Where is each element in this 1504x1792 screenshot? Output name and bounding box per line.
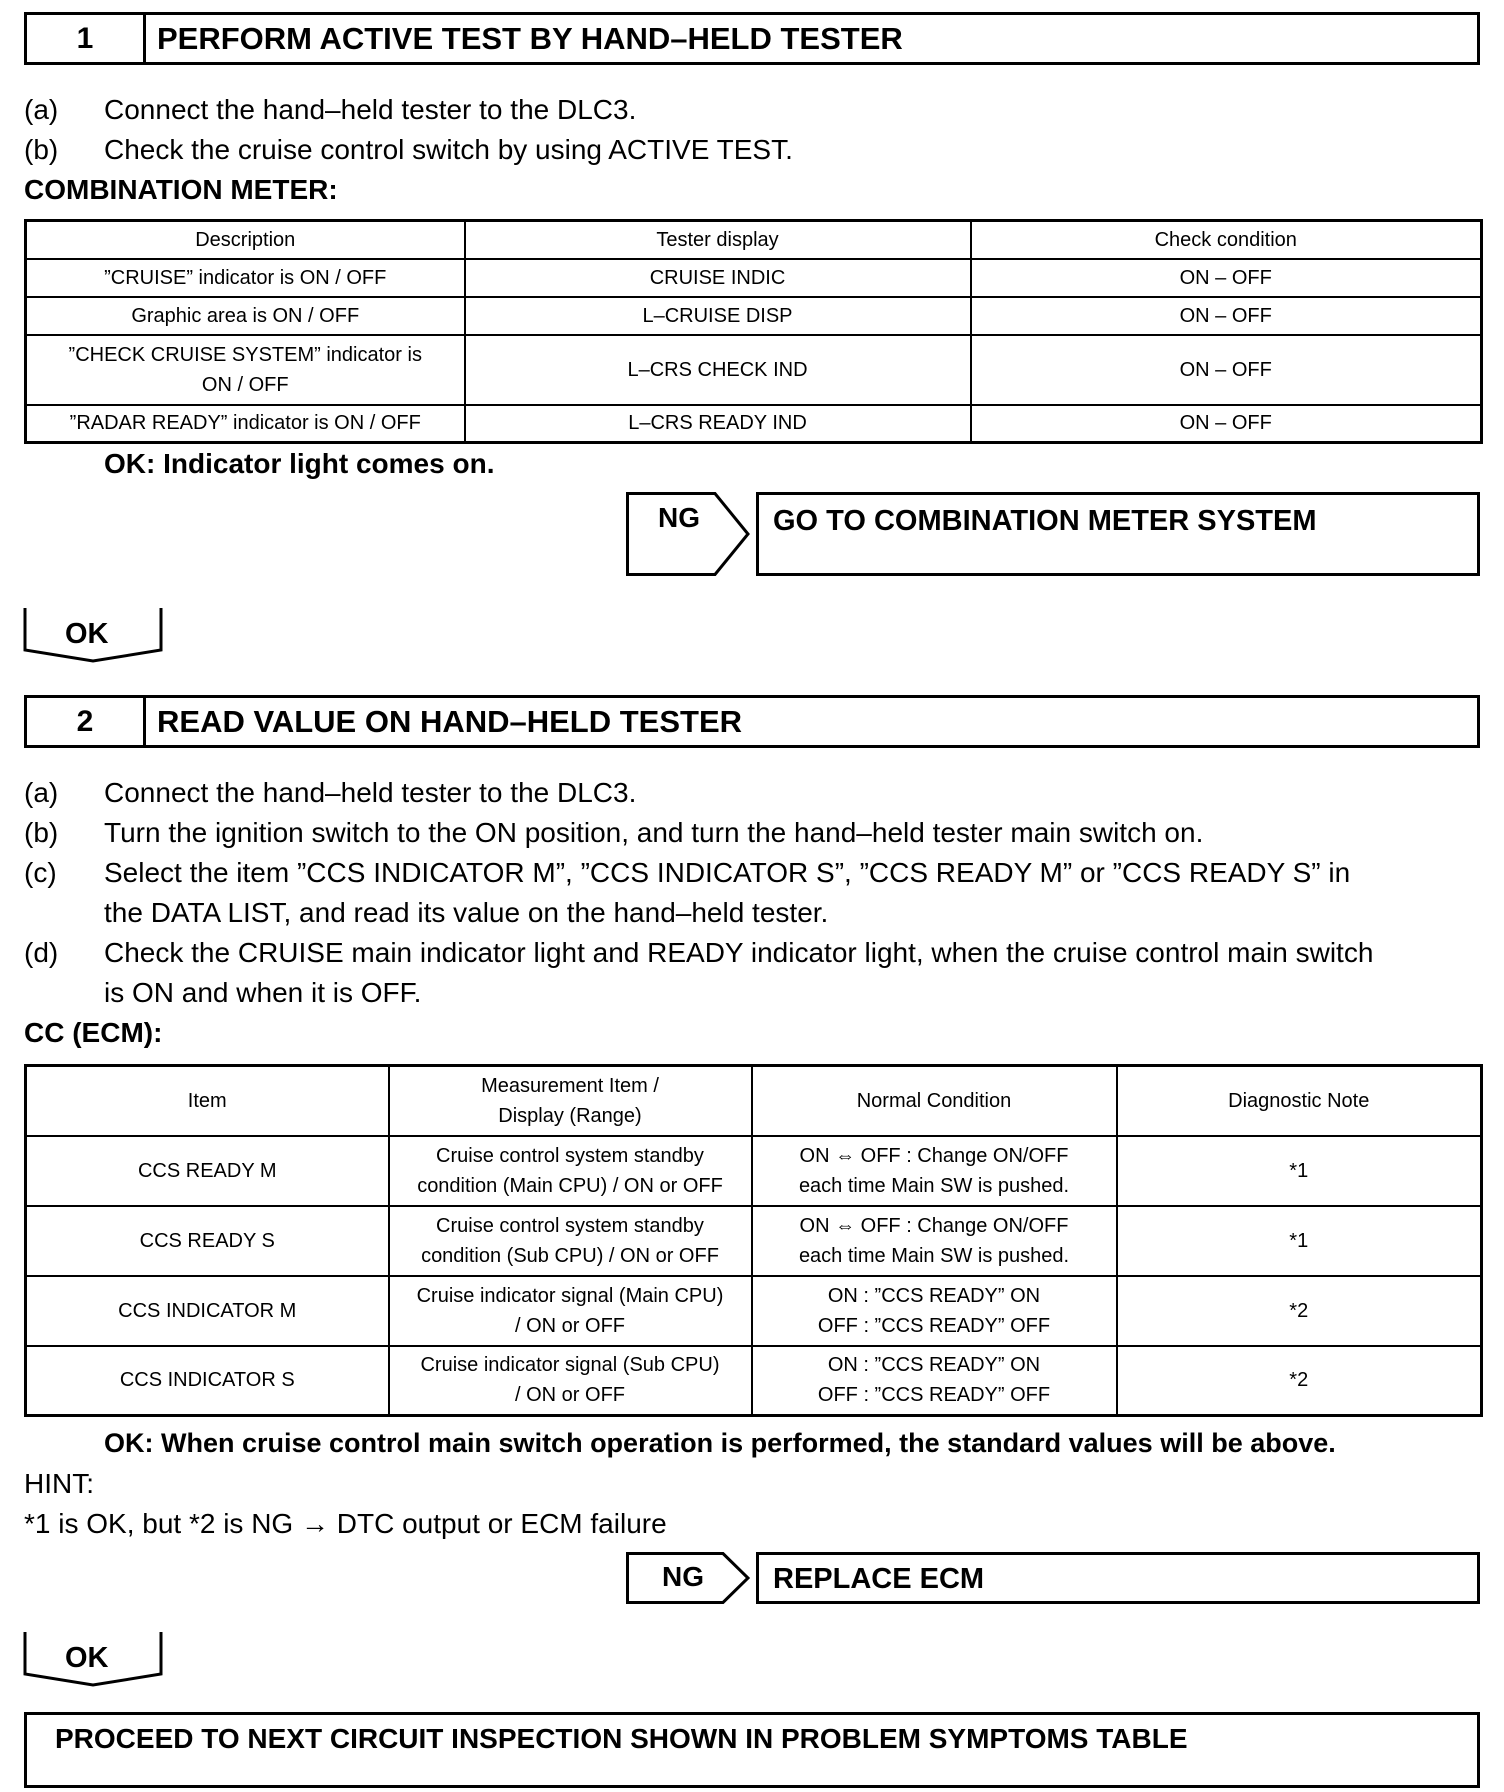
- table-cell: [752, 1136, 1117, 1206]
- table-cell: ON – OFF: [971, 259, 1482, 297]
- instruction-text: Connect the hand–held tester to the DLC3.: [104, 94, 637, 125]
- table-cell: L–CRUISE DISP: [465, 297, 971, 335]
- step1-table-title: COMBINATION METER:: [24, 174, 338, 205]
- hint-text: *1 is OK, but *2 is NG → DTC output or ECM failure: [24, 1508, 667, 1539]
- table-cell: [752, 1276, 1117, 1346]
- instruction-label: (b): [24, 817, 59, 848]
- table-cell: *2: [1117, 1276, 1482, 1346]
- cell-line: each time Main SW is pushed.: [798, 1244, 1070, 1267]
- cell-line: Cruise indicator signal (Sub CPU): [420, 1354, 720, 1377]
- table-cell: [389, 1206, 752, 1276]
- table-row: [26, 259, 1482, 297]
- step1-number: 1: [27, 15, 146, 62]
- step2-number: 2: [27, 698, 146, 745]
- table-cell: ON – OFF: [971, 335, 1482, 405]
- table-cell: [389, 1346, 752, 1416]
- instruction-label: (a): [24, 94, 59, 125]
- table-header: Description: [26, 221, 465, 259]
- cell-line: ON ⇔ OFF : Change ON/OFF: [799, 1144, 1069, 1167]
- ng-action-text: REPLACE ECM: [773, 1563, 985, 1595]
- table-cell: *1: [1117, 1136, 1482, 1206]
- final-action-text: PROCEED TO NEXT CIRCUIT INSPECTION SHOWN IN PROBLEM SYMPTOMS TABLE: [55, 1723, 1188, 1754]
- table-row: [26, 335, 1482, 405]
- table-row: [26, 1346, 1482, 1416]
- step2-header: [24, 695, 1480, 748]
- table-header: Check condition: [971, 221, 1482, 259]
- table-row: [26, 1136, 1482, 1206]
- table-cell: *1: [1117, 1206, 1482, 1276]
- table-cell: Graphic area is ON / OFF: [26, 297, 465, 335]
- ng-label: NG: [658, 502, 700, 533]
- table-cell: ”CRUISE” indicator is ON / OFF: [26, 259, 465, 297]
- table-cell: [752, 1206, 1117, 1276]
- instruction-text: the DATA LIST, and read its value on the hand–held tester.: [104, 897, 829, 928]
- instruction-label: (a): [24, 777, 59, 808]
- cell-line: OFF : ”CCS READY” OFF: [817, 1314, 1051, 1337]
- instruction-text: is ON and when it is OFF.: [104, 977, 422, 1008]
- ng-label: NG: [662, 1561, 704, 1592]
- cell-line: OFF : ”CCS READY” OFF: [817, 1384, 1051, 1407]
- instruction-text: Select the item ”CCS INDICATOR M”, ”CCS INDICATOR S”, ”CCS READY M” or ”CCS READY S” in: [104, 857, 1351, 888]
- step1-ng-action-box: [756, 492, 1480, 576]
- final-action-box: [24, 1712, 1480, 1788]
- instruction-label: (d): [24, 937, 59, 968]
- cell-line: ON / OFF: [201, 373, 289, 396]
- table-cell: ON – OFF: [971, 297, 1482, 335]
- instruction-label: (c): [24, 857, 57, 888]
- combination-meter-table: [24, 219, 1483, 444]
- step1-ng-tab: [626, 492, 750, 576]
- cell-line: / ON or OFF: [515, 1314, 625, 1337]
- step2-ng-tab: [626, 1552, 750, 1604]
- cell-line: ON : ”CCS READY” ON: [827, 1284, 1041, 1307]
- step1-header: [24, 12, 1480, 65]
- table-row: [26, 297, 1482, 335]
- cell-line: each time Main SW is pushed.: [798, 1174, 1070, 1197]
- cc-ecm-table: [24, 1064, 1483, 1417]
- table-cell: CCS INDICATOR S: [26, 1346, 389, 1416]
- table-cell: *2: [1117, 1346, 1482, 1416]
- table-header: Normal Condition: [752, 1066, 1117, 1136]
- instruction-label: (b): [24, 134, 59, 165]
- table-cell: L–CRS READY IND: [465, 405, 971, 443]
- hint-label: HINT:: [24, 1468, 94, 1499]
- table-header: Tester display: [465, 221, 971, 259]
- table-cell: [389, 1136, 752, 1206]
- cell-line: ON ⇔ OFF : Change ON/OFF: [799, 1214, 1069, 1237]
- table-cell: [752, 1346, 1117, 1416]
- table-cell: CCS READY M: [26, 1136, 389, 1206]
- table-cell: L–CRS CHECK IND: [465, 335, 971, 405]
- cell-line: Cruise control system standby: [436, 1214, 704, 1237]
- step2-title: READ VALUE ON HAND–HELD TESTER: [157, 703, 743, 739]
- step1-ok-criteria: OK: Indicator light comes on.: [104, 448, 495, 479]
- step2-ok-marker: [23, 1632, 163, 1688]
- step1-title: PERFORM ACTIVE TEST BY HAND–HELD TESTER: [157, 20, 903, 56]
- step2-ok-criteria: OK: When cruise control main switch operation is performed, the standard values will be above.: [104, 1428, 1336, 1458]
- table-header: Item: [26, 1066, 389, 1136]
- table-header-row: [26, 1066, 1482, 1136]
- cell-line: condition (Sub CPU) / ON or OFF: [421, 1244, 719, 1267]
- instruction-text: Check the cruise control switch by using ACTIVE TEST.: [104, 134, 793, 165]
- table-header: [389, 1066, 752, 1136]
- ok-label: OK: [65, 1642, 109, 1674]
- table-header-row: [26, 221, 1482, 259]
- instruction-text: Check the CRUISE main indicator light and READY indicator light, when the cruise control main switch: [104, 937, 1374, 968]
- cell-line: Cruise indicator signal (Main CPU): [416, 1284, 724, 1307]
- step2-ng-action-box: [756, 1552, 1480, 1604]
- table-header: Diagnostic Note: [1117, 1066, 1482, 1136]
- ng-action-text: GO TO COMBINATION METER SYSTEM: [773, 505, 1317, 537]
- cell-line: ”CHECK CRUISE SYSTEM” indicator is: [68, 343, 422, 366]
- instruction-text: Turn the ignition switch to the ON position, and turn the hand–held tester main switch on.: [104, 817, 1204, 848]
- table-cell: [389, 1276, 752, 1346]
- table-cell: ”RADAR READY” indicator is ON / OFF: [26, 405, 465, 443]
- table-cell: CCS INDICATOR M: [26, 1276, 389, 1346]
- cell-line: Measurement Item /: [481, 1074, 659, 1097]
- table-row: [26, 405, 1482, 443]
- table-cell: ON – OFF: [971, 405, 1482, 443]
- table-cell: [26, 335, 465, 405]
- ok-label: OK: [65, 618, 109, 650]
- cell-line: condition (Main CPU) / ON or OFF: [417, 1174, 723, 1197]
- cell-line: Cruise control system standby: [436, 1144, 704, 1167]
- step1-ok-marker: [23, 608, 163, 664]
- cell-line: ON : ”CCS READY” ON: [827, 1354, 1041, 1377]
- table-row: [26, 1276, 1482, 1346]
- cell-line: / ON or OFF: [515, 1384, 625, 1407]
- table-cell: CRUISE INDIC: [465, 259, 971, 297]
- table-cell: CCS READY S: [26, 1206, 389, 1276]
- step2-table-title: CC (ECM):: [24, 1017, 163, 1048]
- cell-line: Display (Range): [498, 1104, 642, 1127]
- table-row: [26, 1206, 1482, 1276]
- instruction-text: Connect the hand–held tester to the DLC3.: [104, 777, 637, 808]
